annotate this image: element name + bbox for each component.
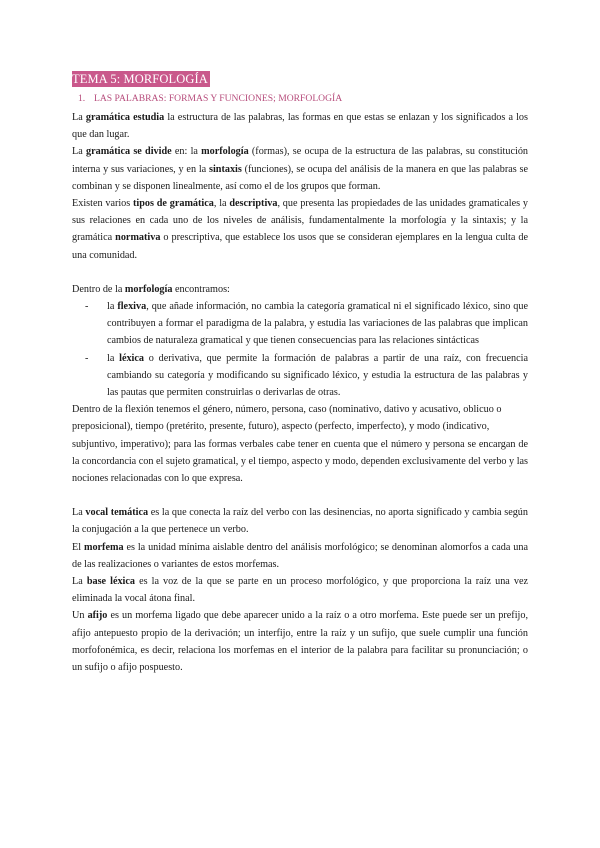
text-run: (funciones), se ocupa del análisis de la manera en que las palabras se combinan y se disponen linealmente, así como el de los grupos que forman. [72, 163, 528, 192]
text-run: Un [72, 610, 88, 622]
text-run: , la [213, 198, 230, 210]
bold-term: afijo [87, 610, 108, 622]
bold-term: base léxica [86, 576, 136, 588]
bold-term: gramática estudia [85, 112, 165, 123]
text-run: El [72, 541, 84, 553]
page-title: TEMA 5: MORFOLOGÍA [72, 72, 208, 86]
text-run: Dentro de la [72, 283, 125, 295]
spacer [72, 487, 528, 504]
paragraph-base-lexica [72, 573, 528, 607]
text-run: , que presenta las propiedades de las unidades gramaticales y sus relaciones en cada uno de los niveles de análisis, fundamentalmente la morfología y la sintaxis; y la gramática [72, 198, 528, 244]
text-run: , que añade información, no cambia la categoría gramatical ni el significado léxico, sino que contribuyen a formar el paradigma de la palabra, y estudia las variaciones de las palabras que implican cambios de naturaleza gramatical y que tienen consecuencias para las relaciones sintácticas [107, 301, 528, 347]
paragraph-tipos [72, 195, 528, 264]
text-run: la [107, 352, 120, 364]
list-item [85, 298, 528, 350]
dash-bullet: - [85, 301, 89, 313]
morphology-list [72, 298, 528, 401]
bold-term: normativa [115, 232, 161, 244]
dash-bullet: - [85, 352, 89, 364]
section-heading [72, 92, 528, 105]
paragraph-flexion-line3: subjuntivo, imperativo); para las formas verbales cabe tener en cuenta que el número y persona se encargan de la concordancia con el sujeto gramatical, y el tiempo, aspecto y modo, dependen exclusivamente del verbo y las nociones relacionadas con lo que expresa. [72, 438, 529, 485]
bold-term: vocal temática [85, 507, 149, 519]
paragraph-vocal-tematica [72, 504, 528, 538]
paragraph-flexion-line1: Dentro de la flexión tenemos el género, número, persona, caso (nominativo, dativo y acusativo, oblicuo o [72, 404, 502, 416]
list-item [85, 350, 529, 402]
text-run: o prescriptiva, que establece los usos que se consideran ejemplares en la lengua culta de una comunidad. [72, 232, 528, 261]
text-run: es la voz de la que se parte en un proceso morfológico, y que proporciona la raíz una vez eliminada la vocal átona final. [72, 576, 529, 605]
bold-term: morfología [201, 146, 249, 158]
text-run: la estructura de las palabras, las formas en que estas se enlazan y los significados a los que dan lugar. [72, 112, 528, 141]
paragraph-morfologia-intro [72, 281, 528, 298]
paragraph-division [72, 143, 528, 195]
paragraph-flexion-line2: preposicional), tiempo (pretérito, presente, futuro), aspecto (perfecto, imperfecto), y modo (indicativo, [72, 421, 490, 433]
text-run: encontramos: [172, 283, 230, 295]
spacer [72, 264, 528, 281]
text-run: en: la [171, 146, 202, 158]
section-number: 1. [78, 93, 86, 104]
paragraph-gramatica [72, 109, 528, 143]
text-run: es la unidad mínima aislable dentro del análisis morfológico; se denominan alomorfos a cada una de las realizaciones o variantes de estos morfemas. [72, 541, 528, 570]
text-run: La [72, 507, 86, 519]
bold-term: morfema [83, 541, 124, 553]
text-run: es la que conecta la raíz del verbo con las desinencias, no aporta significado y cambia según la conjugación a la que pertenece un verbo. [72, 507, 528, 536]
bold-term: gramática se divide [85, 146, 172, 158]
bold-term: tipos de gramática [133, 198, 214, 210]
text-run: La [72, 576, 87, 588]
paragraph-afijo [72, 607, 528, 676]
bold-term: morfología [124, 283, 173, 295]
text-run: La [72, 112, 86, 123]
paragraph-morfema [72, 539, 528, 573]
text-run: (formas), se ocupa de la estructura de las palabras, su constitución interna y sus variaciones, y en la [72, 146, 529, 175]
text-run: o derivativa, que permite la formación de palabras a partir de una raíz, con frecuencia cambiando su categoría y modificando su significado léxico, y estudia la estructura de las palabras y las pautas que permiten construirlas o derivarlas de otras. [107, 352, 529, 399]
section-title: LAS PALABRAS: FORMAS Y FUNCIONES; MORFOLOGÍA [94, 93, 343, 104]
bold-term: léxica [119, 352, 145, 364]
text-run: La [72, 146, 86, 158]
bold-term: sintaxis [209, 163, 242, 175]
text-run: es un morfema ligado que debe aparecer unido a la raíz o a otro morfema. Este puede ser un prefijo, afijo antepuesto propio de la derivación; un interfijo, entre la raíz y un sufijo, que suele cumplir una función morfofonémica, es decir, relaciona los morfemas en el interior de la palabra para facilitar su pronunciación; o un sufijo o afijo pospuesto. [72, 610, 528, 674]
text-run: la [107, 301, 118, 313]
text-run: Existen varios [72, 198, 134, 210]
bold-term: descriptiva [229, 198, 278, 210]
bold-term: flexiva [117, 301, 147, 313]
